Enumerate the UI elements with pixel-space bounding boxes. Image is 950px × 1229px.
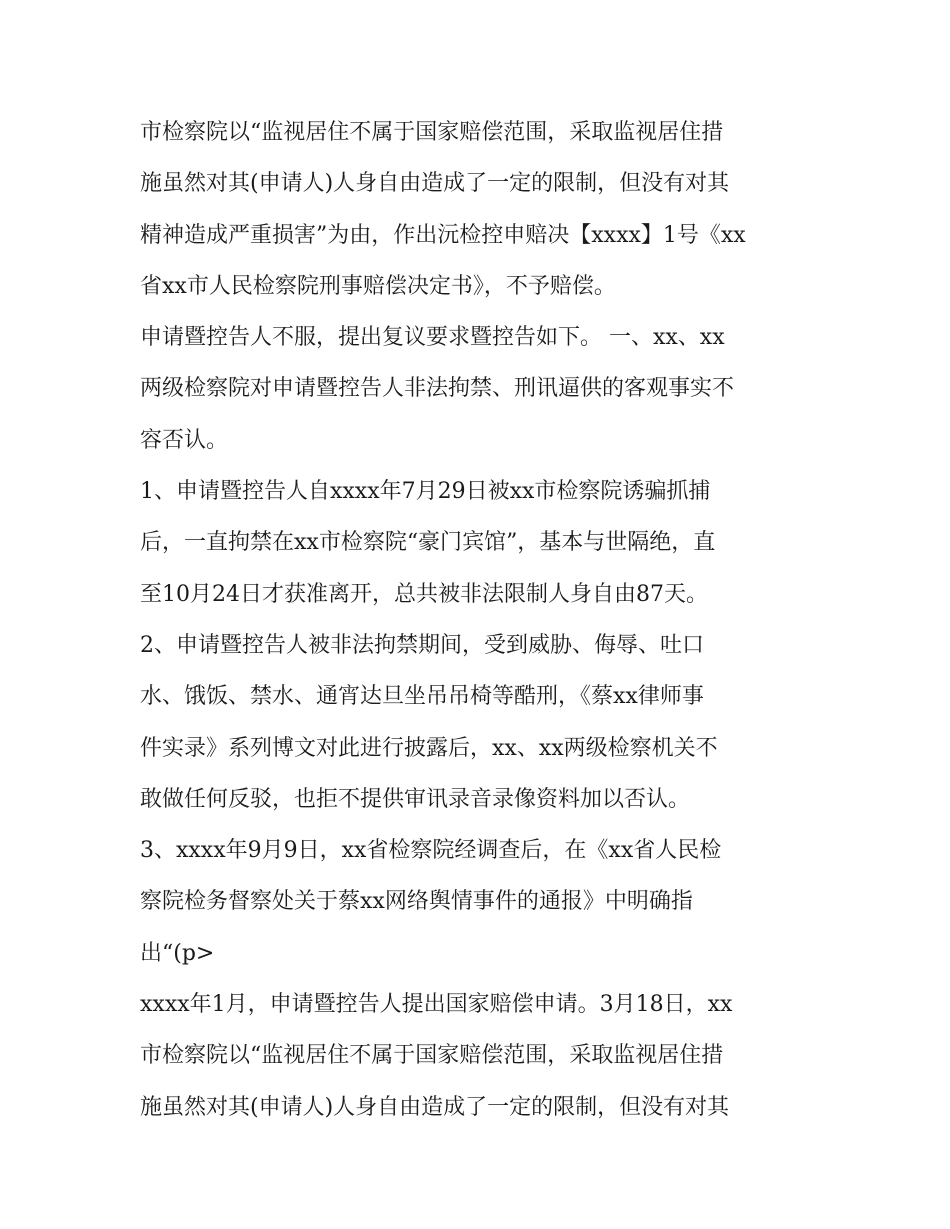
- text-line: 申请暨控告人不服，提出复议要求暨控告如下。 一、xx、xx: [140, 325, 725, 351]
- text-line: 至10月24日才获准离开，总共被非法限制人身自由87天。: [140, 581, 708, 607]
- text-line: 敢做任何反驳，也拒不提供审讯录音录像资料加以否认。: [140, 786, 691, 812]
- text-line: 3、xxxx年9月9日，xx省检察院经调查后，在《xx省人民检: [140, 838, 722, 864]
- text-line: 容否认。: [140, 427, 229, 453]
- text-line: 市检察院以“监视居住不属于国家赔偿范围，采取监视居住措: [140, 1043, 724, 1069]
- text-line: 两级检察院对申请暨控告人非法拘禁、刑讯逼供的客观事实不: [140, 376, 735, 402]
- text-line: xxxx年1月，申请暨控告人提出国家赔偿申请。3月18日，xx: [140, 992, 733, 1018]
- document-body: [140, 107, 820, 1133]
- text-line: 后，一直拘禁在xx市检察院“豪门宾馆”，基本与世隔绝，直: [140, 530, 716, 556]
- text-line: 水、饿饭、禁水、通宵达旦坐吊吊椅等酷刑，《蔡xx律师事: [140, 684, 704, 710]
- text-line: 出“(p>: [140, 940, 215, 966]
- text-line: 施虽然对其(申请人)人身自由造成了一定的限制，但没有对其: [140, 1094, 730, 1120]
- text-line: 精神造成严重损害”为由，作出沅检控申赔决【xxxx】1号《xx: [140, 222, 746, 248]
- text-line: 件实录》系列博文对此进行披露后，xx、xx两级检察机关不: [140, 735, 718, 761]
- text-line: 1、申请暨控告人自xxxx年7月29日被xx市检察院诱骗抓捕: [140, 479, 711, 505]
- text-line: 省xx市人民检察院刑事赔偿决定书》，不予赔偿。: [140, 273, 616, 299]
- text-line: 施虽然对其(申请人)人身自由造成了一定的限制，但没有对其: [140, 171, 730, 197]
- text-line: 市检察院以“监视居住不属于国家赔偿范围，采取监视居住措: [140, 120, 724, 145]
- text-line: 2、申请暨控告人被非法拘禁期间，受到威胁、侮辱、吐口: [140, 632, 704, 658]
- text-line: 察院检务督察处关于蔡xx网络舆情事件的通报》中明确指: [140, 889, 693, 915]
